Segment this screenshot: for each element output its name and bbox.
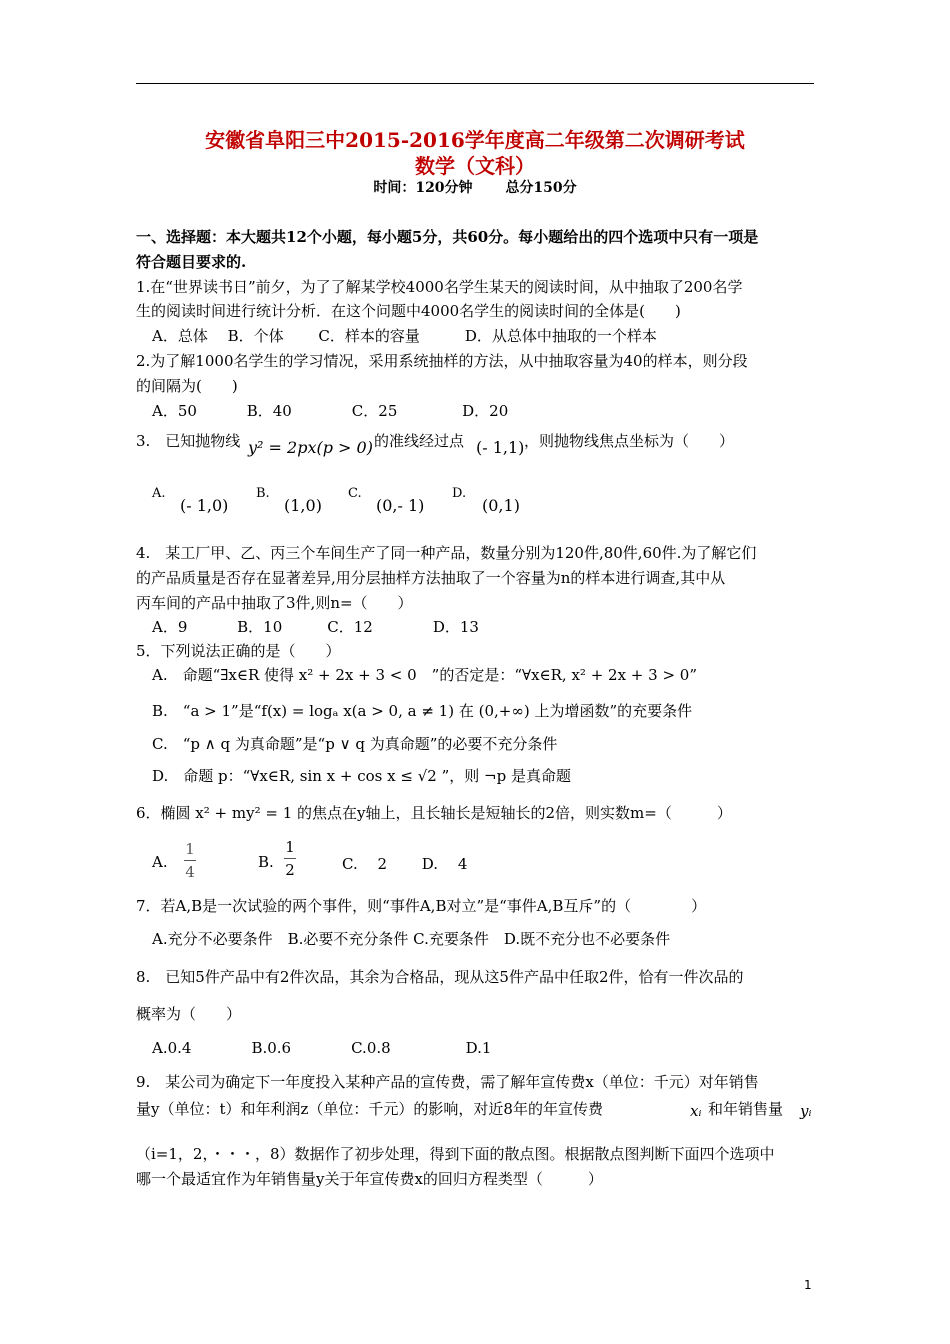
question-9-line4: 哪一个最适宜作为年销售量y关于年宣传费x的回归方程类型（ ） [136,1170,603,1188]
question-5-option-c: C. “p ∧ q 为真命题”是“p ∨ q 为真命题”的必要不充分条件 [152,735,558,753]
question-3-option-c: (0,- 1) [376,496,425,515]
fraction-denominator: 4 [185,863,195,881]
question-3-point: (- 1,1) [476,438,525,457]
question-4-line2: 的产品质量是否存在显著差异,用分层抽样方法抽取了一个容量为n的样本进行调查,其中从 [136,569,726,587]
question-2-line1: 2.为了解1000名学生的学习情况，采用系统抽样的方法，从中抽取容量为40的样本，则分段 [136,352,748,370]
exam-time: 时间：120分钟 [373,180,473,196]
section-heading-line2: 符合题目要求的. [136,253,247,271]
question-9-line2-mid: 和年销售量 [708,1100,784,1118]
question-7-options: A.充分不必要条件 B.必要不充分条件 C.充要条件 D.既不充分也不必要条件 [152,930,671,948]
question-3-option-a: (- 1,0) [180,496,229,515]
question-5-stem: 5．下列说法正确的是（ ） [136,642,341,660]
question-3-formula: y² = 2px(p > 0) [248,438,373,457]
question-3-mid: 的准线经过点 [374,432,465,450]
question-2-line2: 的间隔为( ) [136,377,238,395]
question-6-stem: 6．椭圆 x² + my² = 1 的焦点在y轴上，且长轴长是短轴长的2倍，则实数m=（ ） [136,804,732,822]
question-9-line2-pre: 量y（单位：t）和年利润z（单位：千元）的影响，对近8年的年宣传费 [136,1100,603,1118]
question-8-line1: 8. 已知5件产品中有2件次品，其余为合格品，现从这5件产品中任取2件，恰有一件次品的 [136,968,744,986]
question-3-option-a-label: A. [152,486,166,501]
question-3-option-b-label: B. [256,486,270,501]
question-1-options: A．总体 B．个体 C．样本的容量 D．从总体中抽取的一个样本 [152,327,657,345]
exam-meta [0,177,950,197]
question-5-option-b: B. “a > 1”是“f(x) = logₐ x(a > 0, a ≠ 1) 在 (0,+∞) 上为增函数”的充要条件 [152,702,693,720]
question-6-options-cd: C. 2 D. 4 [342,855,468,873]
exam-score: 总分150分 [505,180,577,196]
question-3-option-c-label: C. [348,486,362,501]
fraction-numerator: 1 [285,838,295,856]
section-heading-line1: 一、选择题：本大题共12个小题，每小题5分，共60分。每小题给出的四个选项中只有一项是 [136,228,759,246]
exam-title: 安徽省阜阳三中2015-2016学年度高二年级第二次调研考试 [205,128,745,152]
fraction-bar [284,858,296,859]
question-3-post: ，则抛物线焦点坐标为（ ） [524,432,735,450]
question-4-options: A．9 B．10 C．12 D．13 [152,618,479,636]
question-5-option-a: A. 命题“∃x∈R 使得 x² + 2x + 3 < 0 ”的否定是：“∀x∈R, x² + 2x + 3 > 0” [152,666,698,684]
question-3-option-b: (1,0) [284,496,322,515]
question-7-stem: 7．若A,B是一次试验的两个事件，则“事件A,B对立”是“事件A,B互斥”的（ ） [136,897,707,915]
question-6-option-a-label: A. [152,853,168,871]
question-3-pre: 3. 已知抛物线 [136,432,241,450]
question-8-line2: 概率为（ ） [136,1005,242,1023]
question-6-option-b-label: B. [258,853,274,871]
fraction-numerator: 1 [185,840,195,858]
exam-subtitle: 数学（文科） [415,154,535,178]
header-rule [136,83,814,84]
question-3-option-d: (0,1) [482,496,520,515]
question-9-yi: yᵢ [800,1102,812,1120]
question-1-line2: 生的阅读时间进行统计分析．在这个问题中4000名学生的阅读时间的全体是( ) [136,302,681,320]
fraction-bar [184,860,196,861]
question-6-option-a-fraction [184,840,196,881]
page-number: 1 [804,1278,812,1292]
question-9-xi: xᵢ [690,1102,702,1120]
question-2-options: A．50 B．40 C．25 D．20 [152,402,509,420]
fraction-denominator: 2 [285,861,295,879]
question-4-line3: 丙车间的产品中抽取了3件,则n=（ ） [136,594,413,612]
question-1-line1: 1.在“世界读书日”前夕，为了了解某学校4000名学生某天的阅读时间，从中抽取了200名学 [136,278,743,296]
question-3-option-d-label: D. [452,486,467,501]
question-9-line1: 9. 某公司为确定下一年度投入某种产品的宣传费，需了解年宣传费x（单位：千元）对年销售 [136,1073,759,1091]
question-8-options: A.0.4 B.0.6 C.0.8 D.1 [152,1039,492,1057]
question-5-option-d: D. 命题 p：“∀x∈R, sin x + cos x ≤ √2 ”，则 ¬p 是真命题 [152,767,571,785]
question-4-line1: 4. 某工厂甲、乙、丙三个车间生产了同一种产品，数量分别为120件,80件,60件.为了解它们 [136,544,757,562]
question-6-option-b-fraction [284,838,296,879]
question-9-line3: （i=1，2，・・・，8）数据作了初步处理，得到下面的散点图。根据散点图判断下面四个选项中 [136,1145,775,1163]
